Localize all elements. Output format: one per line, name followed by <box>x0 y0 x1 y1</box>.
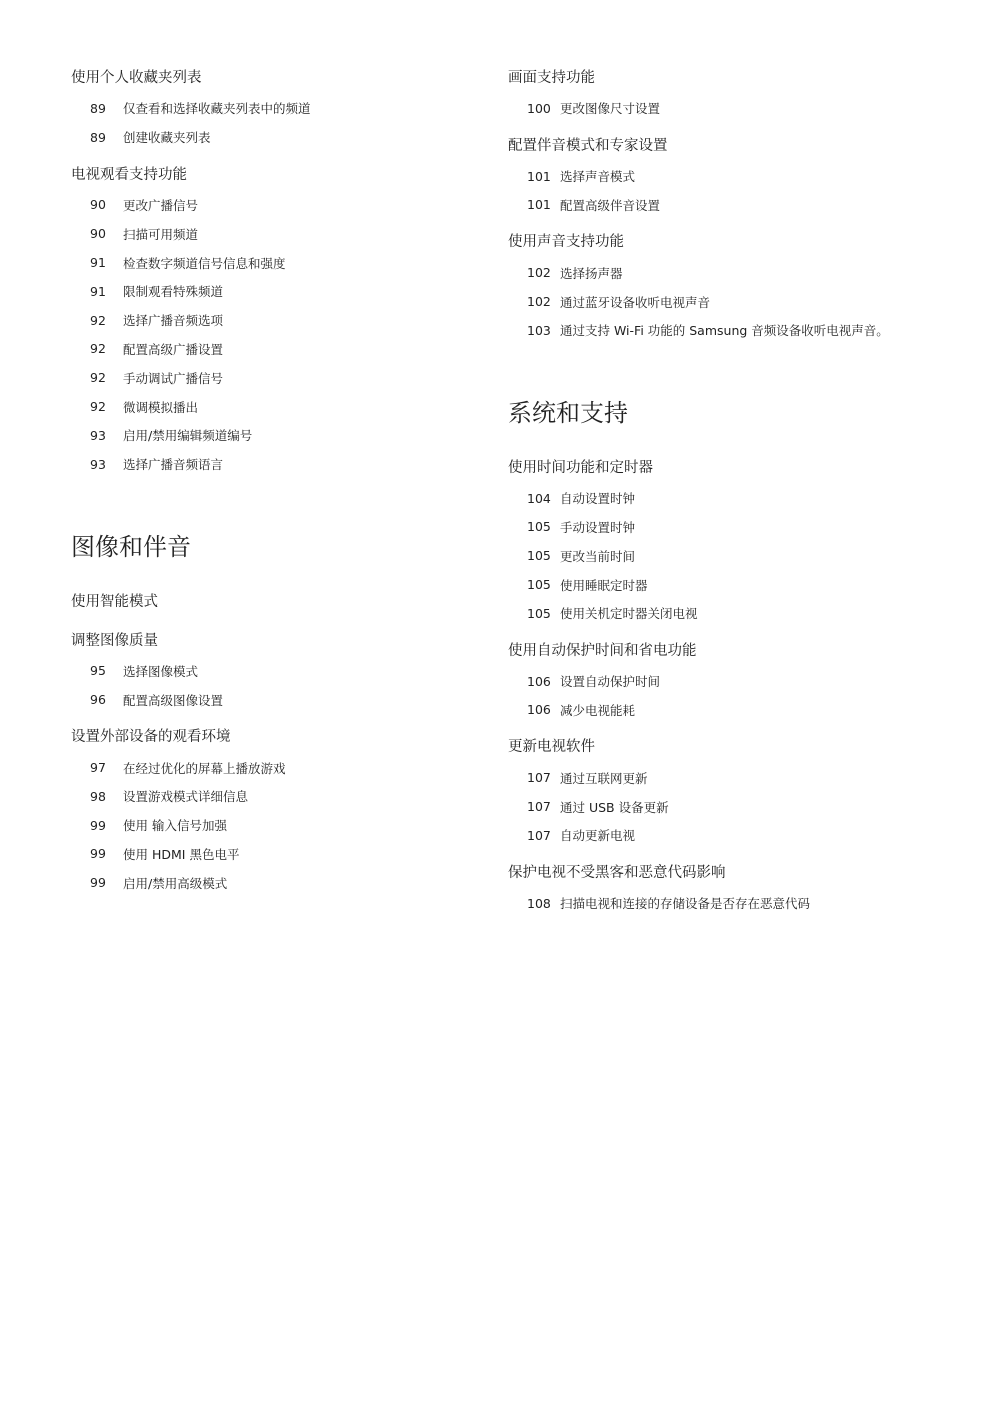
toc-groups <box>71 586 471 898</box>
toc-entry-link[interactable] <box>508 316 968 345</box>
page-number: 102 <box>527 265 551 281</box>
entry-title: 使用关机定时器关闭电视 <box>560 606 698 622</box>
toc-group <box>71 721 471 897</box>
entry-title: 启用/禁用编辑频道编号 <box>123 428 253 444</box>
entry-title: 微调模拟播出 <box>123 399 199 415</box>
toc-entry-link[interactable] <box>71 782 471 811</box>
toc-heading-link[interactable]: 使用时间功能和定时器 <box>508 459 653 476</box>
toc-entry-link[interactable] <box>71 450 471 479</box>
page-number: 90 <box>90 197 106 213</box>
entry-title: 通过互联网更新 <box>560 770 648 786</box>
toc-group <box>508 635 968 725</box>
toc-entry-link[interactable] <box>508 513 968 542</box>
toc-entry-link[interactable] <box>508 258 968 287</box>
toc-entry-link[interactable] <box>71 335 471 364</box>
page-number: 97 <box>90 760 106 776</box>
toc-heading-link[interactable]: 画面支持功能 <box>508 70 595 86</box>
toc-entry-link[interactable] <box>508 484 968 513</box>
page-number: 103 <box>527 322 551 338</box>
section-title: 图像和伴音 <box>71 532 191 561</box>
toc-entry-link[interactable] <box>71 219 471 248</box>
toc-heading-link[interactable]: 保护电视不受黑客和恶意代码影响 <box>508 864 726 881</box>
entry-title: 使用 HDMI 黑色电平 <box>123 846 240 862</box>
toc-entry-link[interactable] <box>71 840 471 869</box>
entry-title: 扫描可用频道 <box>123 226 199 242</box>
toc-heading-link[interactable]: 使用智能模式 <box>71 593 158 610</box>
toc-heading-link[interactable]: 配置伴音模式和专家设置 <box>508 137 668 154</box>
toc-group <box>508 731 968 849</box>
entry-title: 减少电视能耗 <box>560 702 636 718</box>
toc-group <box>508 452 968 628</box>
page-number: 95 <box>90 663 106 679</box>
page-number: 105 <box>527 548 551 564</box>
toc-entry-link[interactable] <box>508 191 968 220</box>
entry-title: 手动设置时钟 <box>560 519 636 535</box>
entry-title: 启用/禁用高级模式 <box>123 875 228 891</box>
toc-heading-link[interactable]: 使用声音支持功能 <box>508 234 624 251</box>
entry-title: 通过 USB 设备更新 <box>560 799 669 815</box>
toc-group <box>71 159 471 479</box>
toc-entry-link[interactable] <box>71 811 471 840</box>
toc-entry-link[interactable] <box>508 599 968 628</box>
toc-group <box>508 130 968 220</box>
toc-entry-link[interactable] <box>71 191 471 220</box>
entry-title: 更改广播信号 <box>123 197 199 213</box>
toc-groups <box>71 62 471 479</box>
page-number: 91 <box>90 255 106 271</box>
page-number: 92 <box>90 370 106 386</box>
page-number: 89 <box>90 129 106 145</box>
toc-heading-link[interactable]: 更新电视软件 <box>508 739 595 756</box>
toc-right-column <box>508 62 968 925</box>
page-number: 106 <box>527 702 551 718</box>
toc-entry-link[interactable] <box>71 753 471 782</box>
page-number: 101 <box>527 197 551 213</box>
page-number: 99 <box>90 846 106 862</box>
section-title: 系统和支持 <box>508 398 628 427</box>
toc-entry-link[interactable] <box>71 421 471 450</box>
page-number: 92 <box>90 399 106 415</box>
toc-entry-link[interactable] <box>508 94 968 123</box>
page-number: 108 <box>527 895 551 911</box>
toc-left-column <box>71 62 471 904</box>
toc-group <box>71 625 471 715</box>
toc-entry-link[interactable] <box>508 667 968 696</box>
page-number: 105 <box>527 605 551 621</box>
page-number: 99 <box>90 817 106 833</box>
entry-title: 选择扬声器 <box>560 265 623 281</box>
entry-title: 选择图像模式 <box>123 663 199 679</box>
entry-title: 手动调试广播信号 <box>123 370 224 386</box>
entry-title: 配置高级图像设置 <box>123 692 224 708</box>
toc-entry-link[interactable] <box>508 696 968 725</box>
entry-title: 选择广播音频选项 <box>123 313 224 329</box>
toc-group <box>71 586 471 618</box>
toc-entry-link[interactable] <box>71 277 471 306</box>
toc-entry-link[interactable] <box>71 685 471 714</box>
toc-entry-link[interactable] <box>71 363 471 392</box>
entry-title: 在经过优化的屏幕上播放游戏 <box>123 760 286 776</box>
page-number: 99 <box>90 875 106 891</box>
toc-entry-link[interactable] <box>71 306 471 335</box>
page-number: 91 <box>90 283 106 299</box>
toc-entry-link[interactable] <box>508 287 968 316</box>
entry-title: 设置游戏模式详细信息 <box>123 789 249 805</box>
toc-heading-link[interactable]: 设置外部设备的观看环境 <box>71 729 231 746</box>
toc-entry-link[interactable] <box>71 94 471 123</box>
page-number: 107 <box>527 770 551 786</box>
toc-entry-link[interactable] <box>71 657 471 686</box>
page-number: 107 <box>527 799 551 815</box>
entry-title: 设置自动保护时间 <box>560 674 661 690</box>
page-number: 101 <box>527 168 551 184</box>
entry-title: 配置高级广播设置 <box>123 341 224 357</box>
page-number: 96 <box>90 692 106 708</box>
entry-title: 配置高级伴音设置 <box>560 197 661 213</box>
entry-title: 选择声音模式 <box>560 169 636 185</box>
toc-group <box>508 62 968 123</box>
toc-entry-link[interactable] <box>508 541 968 570</box>
toc-entry-link[interactable] <box>508 792 968 821</box>
entry-title: 更改当前时间 <box>560 548 636 564</box>
page-number: 104 <box>527 490 551 506</box>
entry-title: 使用睡眠定时器 <box>560 577 648 593</box>
page-number: 92 <box>90 312 106 328</box>
entry-title: 扫描电视和连接的存储设备是否存在恶意代码 <box>560 896 811 912</box>
toc-group <box>71 62 471 152</box>
entry-title: 通过支持 Wi-Fi 功能的 Samsung 音频设备收听电视声音。 <box>560 323 889 339</box>
entry-title: 仅查看和选择收藏夹列表中的频道 <box>123 101 311 117</box>
toc-entry-link[interactable] <box>508 570 968 599</box>
page-number: 100 <box>527 100 551 116</box>
toc-entry-link[interactable] <box>508 763 968 792</box>
toc-entry-link[interactable] <box>508 821 968 850</box>
toc-entry-link[interactable] <box>71 123 471 152</box>
entry-title: 更改图像尺寸设置 <box>560 101 661 117</box>
entry-title: 使用 输入信号加强 <box>123 818 227 834</box>
entry-title: 自动设置时钟 <box>560 491 636 507</box>
toc-entry-link[interactable] <box>71 868 471 897</box>
page-number: 89 <box>90 100 106 116</box>
toc-heading-link[interactable]: 使用个人收藏夹列表 <box>71 70 202 86</box>
toc-entry-link[interactable] <box>71 392 471 421</box>
toc-groups <box>508 452 968 918</box>
toc-entry-link[interactable] <box>71 248 471 277</box>
page-number: 92 <box>90 341 106 357</box>
entry-title: 检查数字频道信号信息和强度 <box>123 255 286 271</box>
page-number: 93 <box>90 456 106 472</box>
page-number: 107 <box>527 827 551 843</box>
toc-group <box>508 857 968 918</box>
toc-groups <box>508 62 968 345</box>
entry-title: 通过蓝牙设备收听电视声音 <box>560 294 711 310</box>
page-number: 102 <box>527 294 551 310</box>
toc-entry-link[interactable] <box>508 889 968 918</box>
toc-group <box>508 226 968 344</box>
entry-title: 创建收藏夹列表 <box>123 130 211 146</box>
entry-title: 选择广播音频语言 <box>123 457 224 473</box>
entry-title: 自动更新电视 <box>560 828 636 844</box>
toc-heading-link[interactable]: 使用自动保护时间和省电功能 <box>508 642 697 659</box>
page-number: 105 <box>527 519 551 535</box>
page-number: 105 <box>527 577 551 593</box>
page-number: 106 <box>527 673 551 689</box>
toc-heading-link[interactable]: 电视观看支持功能 <box>71 166 187 183</box>
toc-entry-link[interactable] <box>508 162 968 191</box>
page-number: 93 <box>90 427 106 443</box>
page-number: 90 <box>90 226 106 242</box>
toc-heading-link[interactable]: 调整图像质量 <box>71 632 158 649</box>
entry-title: 限制观看特殊频道 <box>123 284 224 300</box>
page-number: 98 <box>90 788 106 804</box>
